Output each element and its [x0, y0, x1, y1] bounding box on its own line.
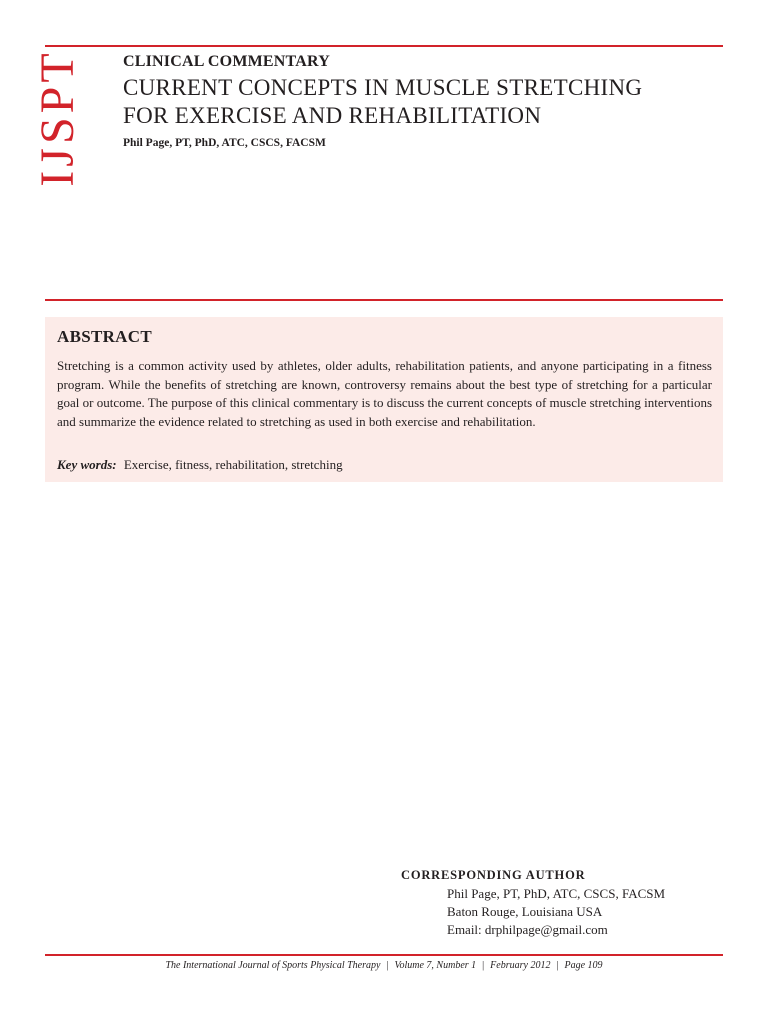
journal-logo: IJSPT	[31, 49, 84, 187]
article-title	[123, 74, 703, 130]
keywords	[57, 457, 343, 473]
footer-volume: Volume 7, Number 1	[394, 960, 477, 971]
abstract-box	[45, 317, 723, 482]
page-footer	[45, 960, 723, 971]
footer-separator: |	[482, 960, 485, 971]
section-label: CLINICAL COMMENTARY	[123, 53, 330, 70]
footer-rule	[45, 954, 723, 956]
corresponding-author-name: Phil Page, PT, PhD, ATC, CSCS, FACSM	[447, 886, 666, 901]
corresponding-author-email[interactable]: Email: drphilpage@gmail.com	[447, 922, 608, 937]
footer-journal-name: The International Journal of Sports Physical Therapy	[165, 960, 381, 971]
footer-date: February 2012	[490, 960, 551, 971]
article-title-line-1: CURRENT CONCEPTS IN MUSCLE STRETCHING	[123, 75, 643, 100]
corresponding-author-heading: CORRESPONDING AUTHOR	[401, 868, 586, 882]
footer-separator: |	[556, 960, 559, 971]
article-title-line-2: FOR EXERCISE AND REHABILITATION	[123, 103, 542, 128]
keywords-label: Key words:	[57, 457, 117, 472]
top-rule	[45, 45, 723, 47]
article-authors: Phil Page, PT, PhD, ATC, CSCS, FACSM	[123, 137, 326, 149]
abstract-body: Stretching is a common activity used by athletes, older adults, rehabilitation patients, and anyone participating in a fitness program. While the benefits of stretching are known, controversy remains about the best type of stretching for a particular goal or outcome. The purpose of this clinical commentary is to discuss the current concepts of muscle stretching interventions and summarize the evidence related to stretching as used in both exercise and rehabilitation.	[57, 358, 713, 429]
header-bottom-rule	[45, 299, 723, 301]
footer-page: Page 109	[564, 960, 603, 971]
abstract-heading: ABSTRACT	[57, 327, 152, 346]
keywords-list: Exercise, fitness, rehabilitation, stretching	[123, 457, 343, 472]
corresponding-author-details	[447, 885, 665, 939]
corresponding-author-location: Baton Rouge, Louisiana USA	[447, 904, 603, 919]
footer-separator: |	[386, 960, 389, 971]
